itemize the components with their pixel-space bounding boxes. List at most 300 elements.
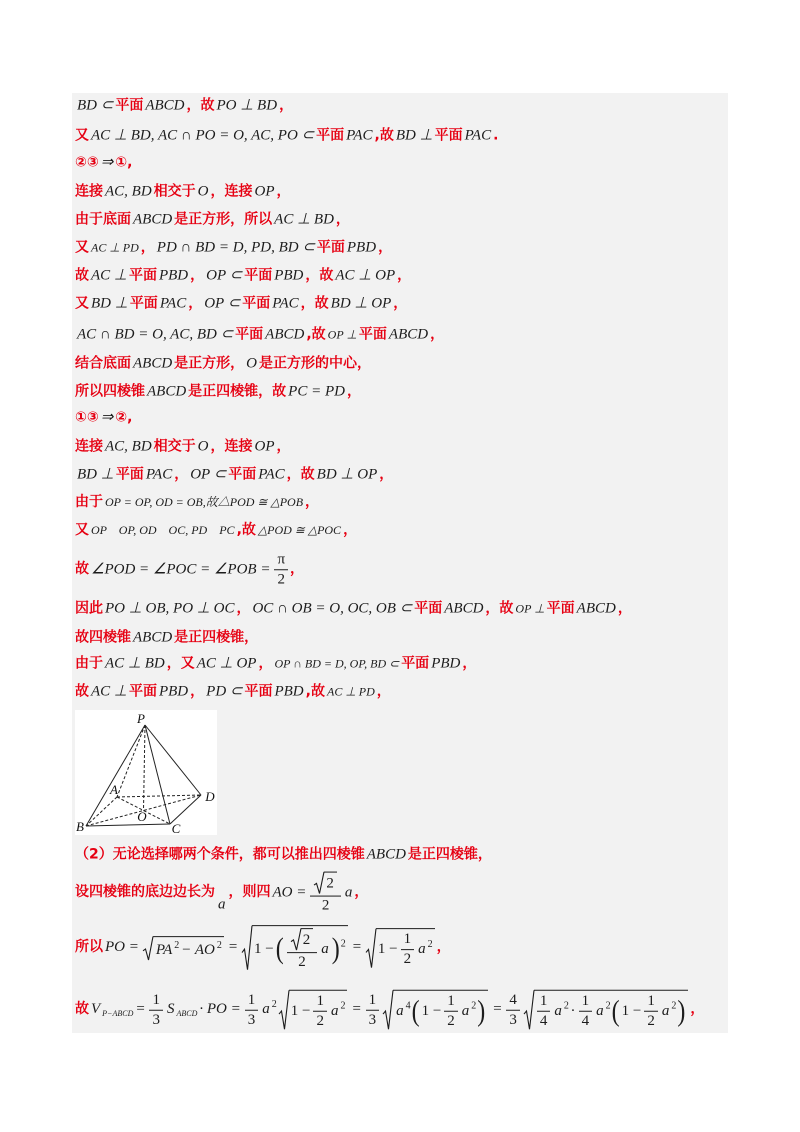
superscript: 2 [471, 1000, 477, 1012]
label-a: A [110, 782, 118, 797]
math-number: 3 [509, 1011, 517, 1028]
fraction-denominator [444, 1012, 458, 1030]
fraction [537, 993, 551, 1031]
radicand [289, 990, 348, 1031]
pyramid-figure [75, 710, 217, 835]
proof-line [75, 437, 291, 458]
math-number: 4 [509, 991, 517, 1008]
math-number: 3 [247, 1011, 256, 1028]
math-number: 2 [302, 932, 311, 949]
radicand [324, 872, 337, 895]
chinese-text: 故四棱锥 [75, 629, 131, 646]
chinese-text: 是正四棱锥，故 [188, 383, 287, 400]
superscript: 2 [605, 1000, 611, 1012]
radicand [252, 925, 348, 971]
math-expression: AC, BD [105, 183, 152, 200]
chinese-text: （2）无论选择哪两个条件，都可以推出四棱锥 [75, 846, 365, 863]
proof-line [75, 599, 632, 620]
fraction-numerator [506, 991, 520, 1010]
proof-line [75, 153, 132, 174]
square-root [143, 936, 224, 961]
chinese-text: 平面 [316, 239, 345, 256]
fraction-numerator [366, 991, 380, 1010]
radicand [153, 936, 224, 961]
math-expression: a [396, 1002, 404, 1019]
proof-line [75, 408, 132, 429]
math-expression: PAC [258, 466, 285, 483]
fraction-numerator [401, 931, 415, 950]
math-expression: ABCD [576, 600, 616, 617]
chinese-text: ，故 [186, 97, 215, 114]
math-number: 1 [647, 992, 655, 1009]
proof-line [75, 210, 350, 231]
chinese-text: ， [190, 683, 205, 700]
fraction-numerator [579, 993, 593, 1012]
chinese-text: 所以 [75, 939, 103, 956]
radicand [534, 990, 688, 1031]
math-expression: ABCD [133, 355, 173, 372]
proof-line [75, 465, 393, 486]
math-expression: a [418, 940, 426, 957]
radical-icon [291, 928, 301, 951]
fraction-numerator [537, 993, 551, 1012]
fraction-numerator [149, 991, 163, 1010]
fraction [506, 991, 520, 1029]
proof-line [75, 266, 411, 287]
math-expression: · [570, 1002, 575, 1019]
math-expression: PC = PD [288, 383, 345, 400]
math-expression: ABCD [265, 326, 305, 343]
chinese-text: ， [258, 655, 273, 672]
math-expression: AC ⊥ OP [335, 267, 396, 284]
subscript: ABCD [176, 1009, 198, 1019]
large-parenthesis: ) [331, 933, 340, 966]
chinese-text: ,故 [374, 127, 394, 144]
chinese-text: 连接 [75, 183, 103, 200]
chinese-text: ， [174, 466, 189, 483]
math-expression: ABCD [388, 326, 429, 343]
chinese-text: 平面 [401, 655, 430, 672]
math-number: π [277, 551, 286, 568]
math-expression: OP = OP, OD = OB,故△POD ≅ △POB [105, 495, 304, 510]
proof-line [75, 682, 391, 703]
chinese-text: ，故 [300, 295, 329, 312]
chinese-text: 由于 [75, 494, 103, 511]
math-expression: AC ⊥ OP [196, 655, 257, 672]
chinese-text: ， [276, 183, 291, 200]
chinese-text: ②, [115, 409, 133, 426]
math-expression: PAC [159, 295, 187, 312]
chinese-text: 是正四棱锥， [407, 846, 492, 863]
chinese-text: 平面 [546, 600, 575, 617]
fraction [313, 993, 327, 1031]
chinese-text: ， [140, 239, 155, 256]
chinese-text: 平面 [128, 267, 157, 284]
radical-icon [366, 928, 376, 969]
math-expression: OP [254, 438, 275, 455]
chinese-text: ， [305, 494, 320, 511]
math-expression: PBD [274, 267, 304, 284]
proof-line [75, 325, 444, 346]
fraction-numerator [444, 993, 458, 1012]
radical-sign [279, 990, 289, 1031]
math-expression: O [197, 183, 209, 200]
fraction-denominator [313, 1012, 327, 1030]
math-number: 4 [581, 1013, 590, 1029]
chinese-text: ,故 [305, 683, 325, 700]
math-expression: AC ⊥ [91, 683, 127, 700]
chinese-text: 平面 [129, 295, 158, 312]
square-root [524, 990, 688, 1031]
math-expression: O [197, 438, 209, 455]
label-b: B [76, 819, 84, 834]
square-root [383, 990, 488, 1031]
chinese-text: 故 [75, 1001, 89, 1018]
chinese-text: 平面 [242, 295, 271, 312]
math-expression: = [492, 1001, 503, 1018]
proof-line [75, 96, 293, 117]
chinese-text: ， [236, 600, 251, 617]
math-number: 2 [298, 953, 306, 970]
math-expression: OP OP, OD OC, PD PC [91, 523, 235, 538]
chinese-text: . [493, 127, 499, 144]
math-expression: △POD ≅ △POC [257, 523, 342, 538]
fraction-denominator [319, 896, 333, 914]
square-root [242, 925, 348, 971]
math-expression: ABCD [133, 629, 173, 646]
chinese-text: 平面 [244, 683, 273, 700]
proof-line [75, 182, 291, 203]
chinese-text: 平面 [115, 466, 144, 483]
chinese-text: 故 [75, 683, 89, 700]
fraction-denominator [537, 1012, 551, 1030]
math-expression: a [461, 1002, 470, 1019]
math-expression: BD ⊥ [395, 127, 433, 144]
label-o: O [137, 809, 147, 824]
proof-line [75, 872, 368, 915]
chinese-text: 平面 [316, 127, 345, 144]
square-root [314, 872, 337, 895]
math-expression: O [246, 355, 258, 372]
math-number: 2 [316, 1013, 324, 1029]
fraction-denominator [401, 950, 415, 968]
radical-icon [143, 936, 153, 961]
fraction-numerator [313, 993, 327, 1012]
math-expression: PAC [346, 127, 373, 144]
math-expression: V [91, 1001, 101, 1018]
square-root [366, 928, 435, 969]
chinese-text: 相交于 [153, 438, 196, 455]
math-expression: AC ⊥ BD [274, 211, 334, 228]
fraction-denominator [579, 1012, 593, 1030]
large-parenthesis: ) [477, 995, 486, 1028]
math-expression: AC, BD [105, 438, 152, 455]
chinese-text: ， [354, 884, 369, 901]
proof-line [75, 126, 498, 147]
math-expression: BD ⊥ [77, 466, 114, 483]
math-expression: = [351, 939, 362, 956]
math-expression: AC ⊥ BD [105, 655, 165, 672]
superscript: 2 [671, 1000, 677, 1012]
proof-line [75, 654, 476, 675]
chinese-text: ，故 [485, 600, 514, 617]
chinese-text: 平面 [128, 683, 157, 700]
fraction [245, 991, 259, 1029]
chinese-text: ， [376, 683, 391, 700]
math-expression: = [351, 1001, 362, 1018]
math-expression: a [661, 1002, 670, 1019]
superscript: 4 [405, 1000, 411, 1012]
superscript: 2 [563, 1000, 569, 1012]
radicand [301, 928, 314, 951]
chinese-text: 相交于 [153, 183, 196, 200]
radical-sign [143, 936, 153, 961]
math-expression: · PO = [199, 1001, 241, 1018]
radical-icon [383, 990, 393, 1031]
chinese-text: ,故 [306, 326, 326, 343]
chinese-text: 平面 [434, 127, 463, 144]
math-number: 2 [277, 571, 285, 588]
math-expression: ⇒ [100, 409, 114, 426]
fraction [274, 551, 288, 589]
chinese-text: ②③ [75, 154, 99, 171]
chinese-text: ，连接 [210, 438, 253, 455]
math-expression: ∠POD = ∠POC = ∠POB = [91, 561, 271, 578]
math-expression: ⇒ [100, 154, 114, 171]
math-expression: PAC [464, 127, 492, 144]
math-expression: ABCD [444, 600, 484, 617]
math-number: 1 [447, 992, 455, 1009]
chinese-text: ， [397, 267, 412, 284]
radical-sign [291, 928, 301, 951]
math-expression: AC ⊥ [91, 267, 127, 284]
math-expression: BD ⊥ OP [330, 295, 392, 312]
chinese-text: 又 [75, 239, 89, 256]
edge-pb [86, 725, 145, 826]
subscript: P−ABCD [102, 1009, 134, 1019]
math-expression: PBD [158, 267, 189, 284]
proof-line [75, 628, 258, 649]
math-number: 1 − [254, 940, 274, 957]
chinese-text: ， [690, 1001, 705, 1018]
chinese-text: ， [290, 561, 305, 578]
chinese-text: ， [617, 600, 632, 617]
large-parenthesis: ( [411, 995, 420, 1028]
math-number: 1 [403, 930, 412, 947]
math-expression: AO = [272, 884, 307, 901]
math-expression: = [135, 1001, 146, 1018]
chinese-text: ， [190, 267, 205, 284]
math-number: 1 [368, 991, 377, 1008]
math-expression: a [596, 1002, 604, 1019]
superscript: 2 [340, 938, 346, 950]
math-number: 1 [247, 991, 256, 1008]
math-number: 1 − [421, 1002, 442, 1019]
proof-line [75, 925, 451, 971]
math-number: 1 − [290, 1002, 311, 1019]
chinese-text: 又 [75, 127, 89, 144]
label-c: C [171, 821, 181, 835]
chinese-text: ，连接 [210, 183, 253, 200]
superscript: 2 [216, 939, 222, 951]
proof-line [75, 551, 304, 589]
fraction [579, 993, 593, 1031]
edge-cd [170, 795, 201, 824]
radical-sign [366, 928, 376, 969]
proof-line [75, 990, 704, 1031]
math-expression: PBD [431, 655, 461, 672]
chinese-text: ，则四 [228, 884, 271, 901]
chinese-text: 结合底面 [75, 355, 131, 372]
chinese-text: ， [430, 326, 445, 343]
chinese-text: 平面 [358, 326, 387, 343]
fraction-numerator [644, 993, 658, 1012]
math-expression: BD ⊥ OP [316, 466, 378, 483]
chinese-text: ， [379, 466, 394, 483]
math-number: 4 [539, 1013, 548, 1029]
math-expression: a [262, 1001, 270, 1018]
chinese-text: ①③ [75, 409, 99, 426]
square-root [279, 990, 348, 1031]
edge-bc [86, 824, 170, 826]
math-number: 3 [152, 1011, 160, 1028]
fraction [401, 931, 415, 969]
radical-sign [524, 990, 534, 1031]
chinese-text: 平面 [228, 466, 257, 483]
math-expression: OP ⊥ [327, 327, 357, 342]
math-expression: PAC [145, 466, 173, 483]
math-expression: BD ⊥ [91, 295, 128, 312]
proof-line [75, 521, 357, 541]
fraction [149, 991, 163, 1029]
math-expression: AC ⊥ BD, AC ∩ PO = O, AC, PO ⊂ [91, 127, 315, 144]
radical-sign [314, 872, 324, 895]
pyramid-diagram [75, 710, 217, 835]
chinese-text: ，故 [286, 466, 315, 483]
math-expression: PO = [105, 939, 139, 956]
math-expression: OP ⊂ [204, 295, 241, 312]
math-expression: ABCD [366, 846, 406, 863]
chinese-text: 又 [75, 522, 89, 539]
math-expression: ABCD [145, 97, 185, 114]
chinese-text: ， [279, 97, 294, 114]
math-expression: a [321, 940, 329, 957]
math-expression: S [166, 1001, 175, 1018]
chinese-text: ，又 [166, 655, 195, 672]
label-p: P [137, 711, 145, 726]
chinese-text: ， [276, 438, 291, 455]
edge-pa [117, 725, 145, 797]
proof-line [75, 238, 392, 259]
math-number: 1 − [377, 940, 398, 957]
chinese-text: ①, [115, 154, 133, 171]
math-variable: a [218, 896, 226, 913]
fraction-denominator [149, 1011, 163, 1029]
superscript: 2 [271, 999, 277, 1011]
chinese-text: ， [393, 295, 408, 312]
fraction-numerator [287, 928, 318, 953]
large-parenthesis: ( [611, 995, 620, 1028]
fraction-denominator [245, 1011, 259, 1029]
math-number: 1 [152, 991, 160, 1008]
superscript: 2 [174, 939, 180, 951]
math-number: 1 [316, 992, 324, 1009]
math-expression: − AO [181, 941, 215, 958]
math-expression: a [344, 884, 353, 901]
chinese-text: 故 [75, 267, 89, 284]
radical-icon [242, 925, 252, 971]
math-expression: AC ⊥ PD [91, 240, 139, 255]
radical-icon [524, 990, 534, 1031]
chinese-text: 由于 [75, 655, 103, 672]
label-d: D [205, 789, 215, 804]
math-expression: ABCD [147, 383, 187, 400]
proof-line [75, 294, 407, 315]
chinese-text: 平面 [244, 267, 273, 284]
radical-sign [242, 925, 252, 971]
square-root [291, 928, 314, 951]
math-expression: OP ⊂ [206, 267, 243, 284]
radical-sign [383, 990, 393, 1031]
math-number: 3 [368, 1011, 377, 1028]
fraction [310, 872, 341, 915]
fraction-denominator [274, 571, 288, 589]
radicand [376, 928, 435, 969]
chinese-text: 故 [75, 561, 89, 578]
fraction-numerator [310, 872, 341, 897]
math-number: 2 [326, 875, 334, 892]
math-expression: OP ∩ BD = D, OP, BD ⊂ [274, 656, 400, 671]
fraction-denominator [366, 1011, 380, 1029]
math-number: 2 [647, 1013, 655, 1029]
math-expression: a [330, 1002, 339, 1019]
math-expression: a [554, 1002, 562, 1019]
chinese-text: ， [462, 655, 477, 672]
chinese-text: 由于底面 [75, 211, 131, 228]
math-expression: = [227, 939, 239, 956]
math-number: 2 [321, 897, 330, 914]
math-expression: PO ⊥ BD [216, 97, 278, 114]
math-number: 2 [403, 951, 412, 967]
fraction [287, 928, 318, 971]
math-expression: PO ⊥ OB, PO ⊥ OC [105, 600, 235, 617]
large-parenthesis: ) [677, 995, 686, 1028]
math-expression: OP [254, 183, 275, 200]
math-expression: BD ⊂ [77, 97, 114, 114]
chinese-text: ， [436, 939, 451, 956]
math-expression: PBD [346, 239, 377, 256]
fraction-denominator [295, 953, 309, 971]
edge-ad [117, 795, 201, 797]
chinese-text: 又 [75, 295, 89, 312]
radical-icon [314, 872, 324, 895]
chinese-text: 因此 [75, 600, 103, 617]
math-expression: ABCD [133, 211, 173, 228]
math-number: 1 − [621, 1002, 642, 1019]
chinese-text: 平面 [235, 326, 264, 343]
math-expression: OP ⊥ [515, 601, 545, 616]
proof-line [75, 845, 492, 866]
chinese-text: ， [335, 211, 350, 228]
superscript: 2 [427, 938, 433, 950]
chinese-text: 是正方形，所以 [174, 211, 273, 228]
math-expression: PA [155, 941, 173, 958]
edge-po [144, 725, 146, 811]
math-expression: PD ⊂ [206, 683, 243, 700]
chinese-text: ， [343, 522, 358, 539]
radical-icon [279, 990, 289, 1031]
math-expression: AC ⊥ PD [326, 684, 375, 699]
